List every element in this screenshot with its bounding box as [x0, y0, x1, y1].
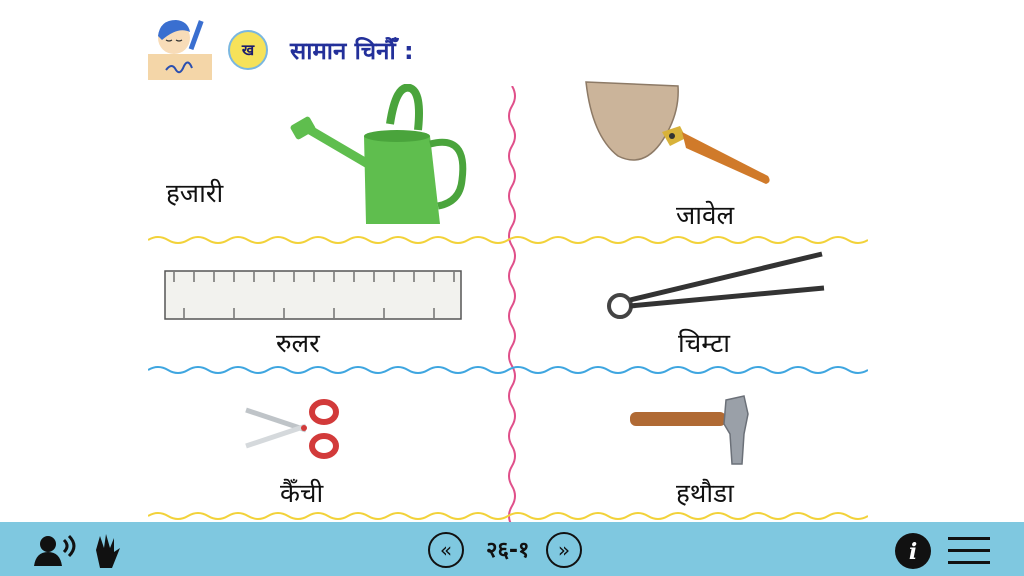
section-badge: ख [228, 30, 268, 70]
hamburger-menu-icon[interactable] [948, 536, 990, 566]
scissors-icon [244, 396, 344, 462]
page-title: सामान चिनौँ : [290, 37, 414, 65]
item-label-ruler: रुलर [276, 329, 320, 359]
ruler-icon [164, 270, 462, 320]
item-label-trowel: जावेल [676, 201, 735, 231]
page-number: २६-१ [486, 538, 530, 563]
horizontal-wavy-divider-top [148, 234, 868, 246]
item-label-watering-can: हजारी [166, 179, 224, 209]
horizontal-wavy-divider-middle [148, 364, 868, 376]
info-icon[interactable] [894, 532, 932, 570]
item-label-tongs: चिम्टा [678, 329, 730, 359]
trowel-icon [582, 76, 778, 188]
item-label-hammer: हथौडा [676, 479, 734, 509]
vertical-wavy-divider [504, 86, 520, 526]
speaker-person-icon[interactable] [34, 534, 78, 566]
hammer-icon [628, 394, 756, 466]
prev-page-button[interactable]: « [428, 532, 464, 568]
svg-text:i: i [908, 539, 918, 565]
tongs-icon [604, 250, 828, 322]
item-label-scissors: कैँची [280, 479, 324, 509]
bottom-toolbar [0, 522, 1024, 576]
writing-child-icon [148, 14, 212, 80]
sign-language-icon[interactable] [92, 530, 122, 570]
watering-can-icon [290, 84, 470, 228]
next-page-button[interactable]: » [546, 532, 582, 568]
horizontal-wavy-divider-bottom [148, 510, 868, 522]
